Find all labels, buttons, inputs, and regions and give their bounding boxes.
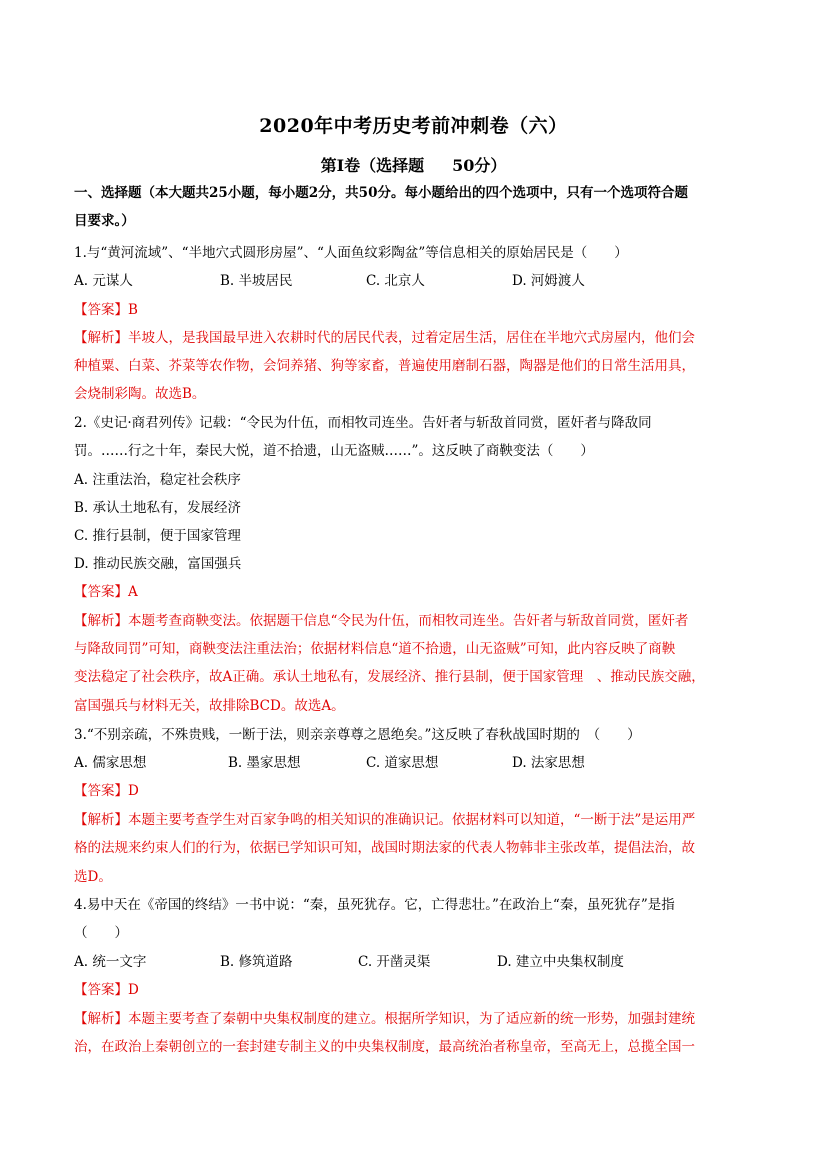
q1-option-d: D. 河姆渡人 xyxy=(512,273,585,289)
q4-option-b: B. 修筑道路 xyxy=(220,954,293,970)
analysis-tag: 【解析】 xyxy=(74,1011,128,1027)
q3-answer xyxy=(74,781,754,801)
page-title: 2020年中考历史考前冲刺卷（六） xyxy=(259,115,568,137)
q4-stem-line2: （ ） xyxy=(74,925,128,941)
analysis-tag: 【解析】 xyxy=(74,330,128,346)
q2-option-d: D. 推动民族交融，富国强兵 xyxy=(74,556,242,572)
q1-analysis-line3: 会烧制彩陶。故选B。 xyxy=(74,386,206,402)
q4-option-c: C. 开凿灵渠 xyxy=(358,954,431,970)
answer-tag: 【答案】 xyxy=(74,584,128,600)
q3-analysis-line1 xyxy=(74,810,754,830)
q1-option-a: A. 元谋人 xyxy=(74,273,133,289)
q3-option-a: A. 儒家思想 xyxy=(74,755,147,771)
q4-analysis-line1 xyxy=(74,1009,754,1029)
q3-stem: 3.“不别亲疏，不殊贵贱，一断于法，则亲亲尊尊之恩绝矣。”这反映了春秋战国时期的 （ ） xyxy=(74,727,641,743)
q2-analysis-line4: 富国强兵与材料无关，故排除BCD。故选A。 xyxy=(74,698,345,714)
q4-analysis-text1: 本题主要考查了秦朝中央集权制度的建立。根据所学知识，为了适应新的统一形势，加强封建统 xyxy=(128,1011,695,1027)
analysis-tag: 【解析】 xyxy=(74,812,128,828)
q2-option-c: C. 推行县制，便于国家管理 xyxy=(74,528,241,544)
q1-option-c: C. 北京人 xyxy=(366,273,425,289)
q1-option-b: B. 半坡居民 xyxy=(220,273,293,289)
q4-option-a: A. 统一文字 xyxy=(74,954,147,970)
subtitle-label: 第Ⅰ卷（选择题 xyxy=(320,156,425,175)
q1-analysis-line2: 种植粟、白菜、芥菜等农作物，会饲养猪、狗等家畜，普遍使用磨制石器，陶器是他们的日常生活用具， xyxy=(74,358,695,374)
q1-stem: 1.与“黄河流域”、“半地穴式圆形房屋”、“人面鱼纹彩陶盆”等信息相关的原始居民是（ ） xyxy=(74,245,628,261)
q1-answer xyxy=(74,300,754,320)
section-subtitle xyxy=(0,153,827,176)
q3-analysis-text1: 本题主要考查学生对百家争鸣的相关知识的准确识记。依据材料可以知道，“一断于法”是运用严 xyxy=(128,812,696,828)
q1-analysis-line1 xyxy=(74,328,754,348)
q3-option-c: C. 道家思想 xyxy=(366,755,439,771)
q2-analysis-line1 xyxy=(74,611,754,631)
q3-analysis-line2: 格的法规来约束人们的行为，依据已学知识可知，战国时期法家的代表人物韩非主张改革，提倡法治，故 xyxy=(74,840,695,856)
q3-answer-value: D xyxy=(128,783,139,799)
q2-analysis-line2: 与降敌同罚”可知，商鞅变法注重法治；依据材料信息“道不拾遗，山无盗贼”可知，此内容反映了商鞅 xyxy=(74,641,676,657)
q3-analysis-line3: 选D。 xyxy=(74,869,112,885)
q2-stem-line2: 罚。……行之十年，秦民大悦，道不拾遗，山无盗贼……”。这反映了商鞅变法（ ） xyxy=(74,443,594,459)
analysis-tag: 【解析】 xyxy=(74,613,128,629)
answer-tag: 【答案】 xyxy=(74,982,128,998)
q2-stem-line1: 2.《史记·商君列传》记载：“令民为什伍，而相牧司连坐。告奸者与斩敌首同赏，匿奸者与降敌同 xyxy=(74,415,652,431)
section-instructions-line1: 一、选择题（本大题共25小题，每小题2分，共50分。每小题给出的四个选项中，只有一个选项符合题 xyxy=(74,185,688,201)
q1-answer-value: B xyxy=(128,302,138,318)
q4-answer-value: D xyxy=(128,982,139,998)
q2-analysis-line3: 变法稳定了社会秩序，故A正确。承认土地私有，发展经济、推行县制，便于国家管理 、推动民族交融， xyxy=(74,669,705,685)
q2-analysis-text1: 本题考查商鞅变法。依据题干信息“令民为什伍，而相牧司连坐。告奸者与斩敌首同赏，匿奸者 xyxy=(128,613,689,629)
q3-option-b: B. 墨家思想 xyxy=(228,755,301,771)
subtitle-score: 50分） xyxy=(452,156,507,175)
q4-stem-line1: 4.易中天在《帝国的终结》一书中说：“秦，虽死犹存。它，亡得悲壮。”在政治上“秦，虽死犹存”是指 xyxy=(74,897,675,913)
q2-option-b: B. 承认土地私有，发展经济 xyxy=(74,500,242,516)
section-instructions-line2: 目要求。） xyxy=(74,213,135,229)
q2-answer-value: A xyxy=(128,584,138,600)
answer-tag: 【答案】 xyxy=(74,783,128,799)
q3-option-d: D. 法家思想 xyxy=(512,755,585,771)
q4-answer xyxy=(74,980,754,1000)
answer-tag: 【答案】 xyxy=(74,302,128,318)
q1-analysis-text1: 半坡人，是我国最早进入农耕时代的居民代表，过着定居生活，居住在半地穴式房屋内，他们会 xyxy=(128,330,695,346)
q4-analysis-line2: 治，在政治上秦朝创立的一套封建专制主义的中央集权制度，最高统治者称皇帝，至高无上，总揽全国一 xyxy=(74,1039,695,1055)
q2-answer xyxy=(74,582,754,602)
q2-option-a: A. 注重法治，稳定社会秩序 xyxy=(74,472,241,488)
q4-option-d: D. 建立中央集权制度 xyxy=(497,954,624,970)
